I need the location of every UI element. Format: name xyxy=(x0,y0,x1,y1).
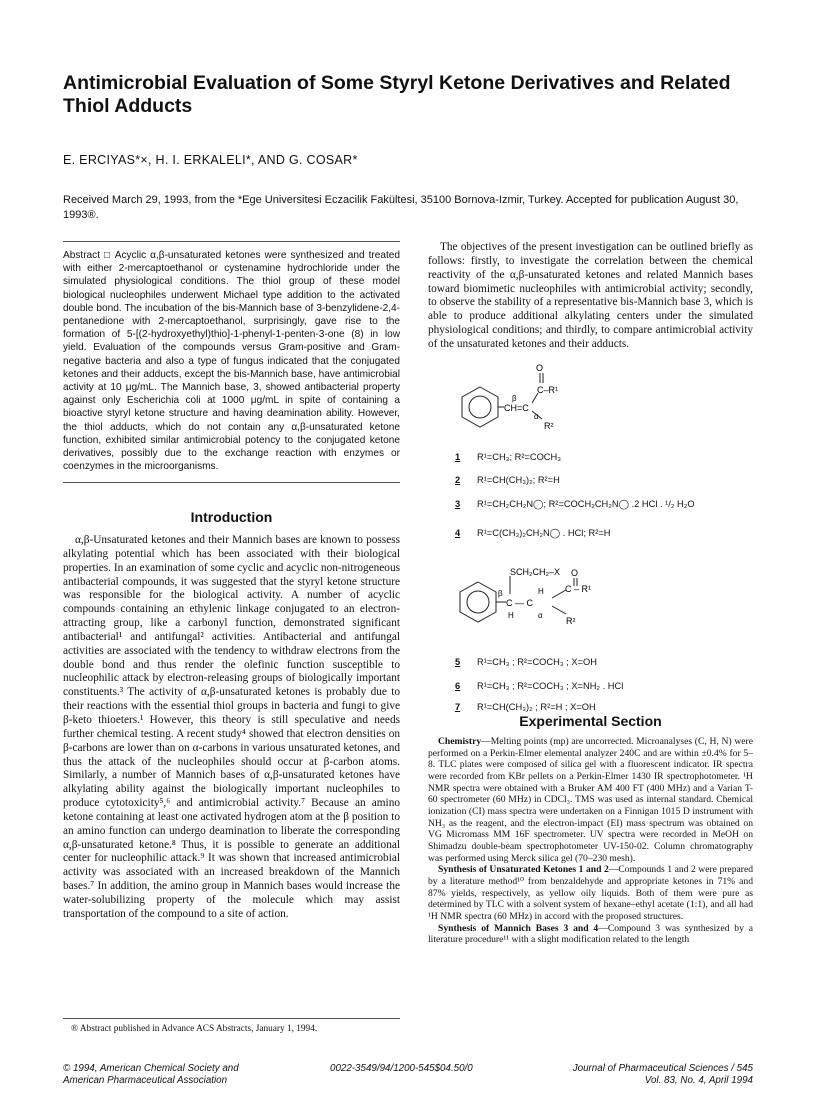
compound-2-row xyxy=(455,475,560,485)
benzene-ring xyxy=(462,387,498,427)
struct2-cr1: C – R¹ xyxy=(565,584,592,594)
compound-formula: R¹=C(CH₃)₂CH₂N◯ . HCl; R²=H xyxy=(477,528,611,538)
compound-formula: R¹=CH₃; R²=COCH₃ xyxy=(477,452,562,462)
struct2-cc: C — C xyxy=(506,598,533,608)
struct2-h2: H xyxy=(508,611,514,620)
struct2-o: O xyxy=(571,568,579,578)
compound-5-row xyxy=(455,657,597,667)
exp-text: —Melting points (mp) are uncorrected. Microanalyses (C, H, N) were performed on a Perkin-Elmer elemental analyzer 240C and are within ±0.4% for 5–8. TLC plates were composed of silica gel with a fluorescent indicator. IR spectra were recorded from KBr pellets on a Perkin-Elmer 1430 IR spectrophotometer. ¹H NMR spectra were obtained with a Bruker AM 400 FT (400 MHz) and a Varian T-60 spectrometer (60 MHz) in CDCl₃. TMS was used as internal standard. Chemical ionization (CI) mass spectra were undertaken on a Finnigan 1015 D instrument with NH₃ as the reagent, and the electron-impact (EI) mass spectrum was obtained on VG Micromass MM 16F spectrometer. UV spectra were recorded in MeOH on Shimadzu double-beam spectrophotometer UV-150-02. Column chromatography was performed using Merck silica gel (70–230 mesh). xyxy=(428,736,753,864)
styryl-ketone-structure xyxy=(452,363,592,443)
compound-number: 1 xyxy=(455,452,461,462)
compound-number: 7 xyxy=(455,702,461,712)
compound-6-row xyxy=(455,681,623,691)
journal-name-page: Journal of Pharmaceutical Sciences / 545 xyxy=(572,1063,753,1074)
struct1-cr1: C–R¹ xyxy=(537,385,559,395)
struct1-r2: R² xyxy=(544,421,554,431)
compound-1-row xyxy=(455,452,561,462)
compound-7-row xyxy=(455,702,596,712)
objectives-text: The objectives of the present investigation can be outlined briefly as follows: firstly, to investigate the correlation between the chemical reactivity of the α,β-unsaturated ketones and related Mannich bases toward biomimetic nucleophiles with antimicrobial activity; secondly, to observe the stability of a representative bis-Mannich base 3, which is able to produce additional alkylating centers under the simulated physiological conditions; and thirdly, to compare antimicrobial activity of the unsaturated ketones and their adducts. xyxy=(428,241,753,350)
exp-text: —Compound 3 was synthesized by a literature procedure¹¹ with a slight modification related to the length xyxy=(428,922,753,946)
compound-formula: R¹=CH₃ ; R²=COCH₃ ; X=NH₂ . HCl xyxy=(477,681,624,691)
carbonyl-bond xyxy=(552,590,566,598)
exp-text: —Compounds 1 and 2 were prepared by a literature method¹⁰ from benzaldehyde and appropriate ketones in 71% and 87% yields, respectively, as yellow oily liquids. Both of them were pure as determined by TLC with a solvent system of hexane–ethyl acetate (1:1), and all had ¹H NMR spectra (60 MHz) in accord with the proposed structures. xyxy=(428,864,753,922)
exp-paragraph-mannich xyxy=(428,923,753,946)
abstract-section xyxy=(63,241,400,483)
compound-3-row xyxy=(455,499,695,510)
journal-volume: Vol. 83, No. 4, April 1994 xyxy=(644,1075,753,1086)
experimental-body xyxy=(428,736,753,946)
author-list: E. ERCIYAS*×, H. I. ERKALELI*, AND G. COSAR* xyxy=(63,153,358,167)
compound-number: 6 xyxy=(455,681,461,691)
struct1-o: O xyxy=(536,363,544,373)
compound-formula: R¹=CH₃ ; R²=COCH₃ ; X=OH xyxy=(477,657,597,667)
compound-formula: R¹=CH₂CH₂N◯; R²=COCH₂CH₂N◯ .2 HCl . ¹/₂ H₂O xyxy=(477,499,695,509)
compound-number: 4 xyxy=(455,528,461,538)
introduction-heading: Introduction xyxy=(190,509,273,525)
exp-lead: Synthesis of Mannich Bases 3 and 4 xyxy=(438,922,599,934)
struct2-alpha: α xyxy=(538,611,543,620)
abstract-bottom-rule xyxy=(63,482,400,483)
struct2-beta: β xyxy=(498,589,503,598)
compound-number: 5 xyxy=(455,657,461,667)
benzene-ring xyxy=(460,582,496,622)
compound-formula: R¹=CH(CH₃)₂ ; R²=H ; X=OH xyxy=(477,702,596,712)
compound-number: 3 xyxy=(455,499,461,509)
intro-paragraph: α,β-Unsaturated ketones and their Mannich bases are known to possess alkylating potential which has been associated with their biological properties. In an examination of some cyclic and acyclic non-nitrogeneous antibacterial compounds, it was suggested that the styryl ketone structure was responsible for the biological activity. A number of acyclic compounds containing an ethylenic linkage conjugated to an electron-attracting group, like a carbonyl function, demonstrated significant antibacterial¹ and antifungal² activities. Antibacterial and antifungal activities are associated with the tendency to withdraw electrons from the double bond and thus render the olefinic function susceptible to nucleophilic attack by electron-releasing groups of biologically important constituents.³ The activity of α,β-unsaturated ketones is probably due to their reactions with the essential thiol groups in bacteria and fungi to give β-keto thioeters.¹ However, this theory is still speculative and needs further chemical testing. A recent study⁴ showed that electron densities on β-carbons are lower than on α-carbons in various unsaturated ketones, and thus the attack of the nucleophiles should occur at β-carbon atoms. Similarly, a number of Mannich bases of α,β-unsaturated ketones have alkylating ability against the biologically important nucleophiles to produce cytotoxicity⁵,⁶ and antimicrobial activity.⁷ Because an amino ketone containing at least one activated hydrogen atom at the β position to an amino function can undergo deamination to liberate the corresponding α,β-unsaturated ketone.⁸ Thus, it is possible to generate an additional center for nucleophilic attack.⁹ It was shown that increased antimicrobial activity was associated with an increased breakdown of the Mannich bases.⁷ In addition, the amino group in Mannich bases would increase the water-solubilizing property of the molecule which may assist transportation of the compound to a site of action. xyxy=(63,534,400,920)
objectives-paragraph xyxy=(428,241,753,352)
exp-lead: Chemistry xyxy=(438,736,482,747)
journal-footer xyxy=(540,1063,753,1087)
struct1-alpha: α xyxy=(534,412,539,421)
struct2-h1: H xyxy=(538,587,544,596)
exp-lead: Synthesis of Unsaturated Ketones 1 and 2 xyxy=(438,864,609,876)
aromatic-circle xyxy=(467,591,489,613)
r2-bond xyxy=(552,606,566,614)
copyright-footer: © 1994, American Chemical Society and American Pharmaceutical Association xyxy=(63,1063,239,1086)
exp-paragraph-ketones xyxy=(428,864,753,922)
aromatic-circle xyxy=(469,396,491,418)
struct2-top: SCH₂CH₂–X xyxy=(510,567,560,577)
compound-number: 2 xyxy=(455,475,461,485)
abstract-top-rule xyxy=(63,241,400,242)
compound-formula: R¹=CH(CH₃)₂; R²=H xyxy=(477,475,560,485)
article-title: Antimicrobial Evaluation of Some Styryl Ketone Derivatives and Related Thiol Adducts xyxy=(63,72,731,117)
struct2-r2: R² xyxy=(566,616,576,626)
footnote-rule xyxy=(63,1018,400,1019)
footnote: ® Abstract published in Advance ACS Abstracts, January 1, 1994. xyxy=(71,1024,318,1034)
compound-4-row xyxy=(455,528,610,539)
experimental-heading: Experimental Section xyxy=(519,713,662,729)
received-note: Received March 29, 1993, from the *Ege Universitesi Eczacilik Fakültesi, 35100 Bornova-Izmir, Turkey. Accepted for publication August 30, 1993®. xyxy=(63,194,739,221)
struct1-ch: CH=C xyxy=(504,403,529,413)
introduction-body xyxy=(63,534,400,922)
issn-footer: 0022-3549/94/1200-545$04.50/0 xyxy=(330,1063,473,1074)
exp-paragraph-chemistry xyxy=(428,736,753,864)
abstract-text: Abstract □ Acyclic α,β-unsaturated ketones were synthesized and treated with either 2-mercaptoethanol or cystenamine hydrochloride under the simulated physiological conditions. The thiol group of these model biological nucleophiles underwent Michael type addition to the activated double bond. The incubation of the bis-Mannich base of 3-benzylidene-2,4-pentanedione with 2-mercaptoethanol, surprisingly, gave rise to the formation of 5-[(2-hydroxyethyl)thio]-1-phenyl-1-penten-3-one (8) in low yield. Evaluation of the compounds versus Gram-positive and Gram-negative bacteria and also a type of fungus indicated that the conjugated ketones and their adducts, except the bis-Mannich base, have antimicrobial activity at 10 μg/mL. The Mannich base, 3, showed antibacterial property against only Escherichia coli at 1000 μg/mL in spite of containing a bioactive styryl ketone structure and having deamination ability. However, the thiol adducts, which do not contain any α,β-unsaturated ketone function, exhibited similar antimicrobial potency to the conjugated ketone derivatives, possibly due to the exchange reaction with enzymes or coenzymes in the microorganisms. xyxy=(63,250,400,473)
thiol-adduct-structure xyxy=(452,566,622,641)
struct1-beta: β xyxy=(512,394,517,403)
